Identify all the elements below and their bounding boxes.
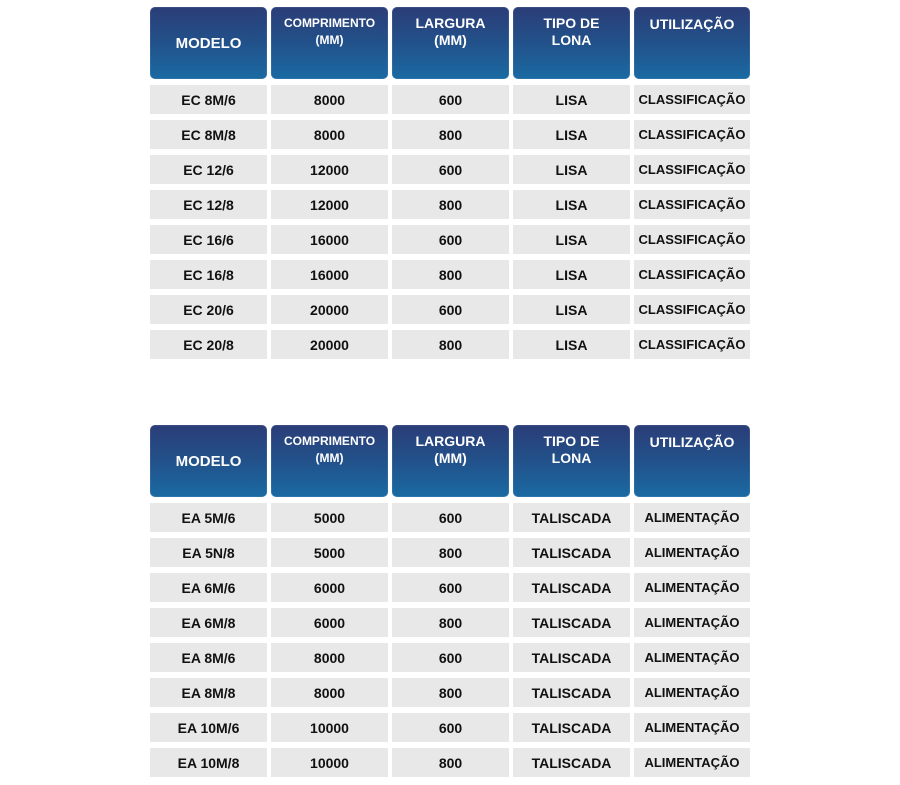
cell-modelo: EC 16/6 [150, 225, 267, 254]
cell-utilizacao: CLASSIFICAÇÃO [634, 155, 750, 184]
cell-tipo: TALISCADA [513, 538, 630, 567]
cell-tipo: LISA [513, 120, 630, 149]
table-header-row [150, 425, 750, 497]
cell-utilizacao: ALIMENTAÇÃO [634, 503, 750, 532]
cell-largura: 800 [392, 748, 509, 777]
cell-modelo: EA 5N/8 [150, 538, 267, 567]
cell-modelo: EA 8M/6 [150, 643, 267, 672]
cell-largura: 800 [392, 538, 509, 567]
cell-utilizacao: CLASSIFICAÇÃO [634, 225, 750, 254]
table-row [150, 503, 750, 532]
cell-modelo: EA 5M/6 [150, 503, 267, 532]
cell-largura: 800 [392, 678, 509, 707]
cell-tipo: TALISCADA [513, 713, 630, 742]
cell-tipo: LISA [513, 190, 630, 219]
table-row [150, 260, 750, 289]
cell-tipo: LISA [513, 330, 630, 359]
cell-largura: 800 [392, 330, 509, 359]
cell-modelo: EA 8M/8 [150, 678, 267, 707]
cell-comprimento: 16000 [271, 225, 388, 254]
cell-tipo: LISA [513, 225, 630, 254]
table-header-row [150, 7, 750, 79]
cell-tipo: TALISCADA [513, 573, 630, 602]
cell-comprimento: 6000 [271, 608, 388, 637]
cell-comprimento: 5000 [271, 503, 388, 532]
cell-comprimento: 12000 [271, 190, 388, 219]
cell-modelo: EA 10M/8 [150, 748, 267, 777]
cell-modelo: EC 12/8 [150, 190, 267, 219]
table-body [150, 503, 750, 777]
cell-largura: 600 [392, 155, 509, 184]
cell-utilizacao: ALIMENTAÇÃO [634, 713, 750, 742]
header-tipo-de-lona: TIPO DE LONA [513, 425, 630, 497]
cell-utilizacao: ALIMENTAÇÃO [634, 748, 750, 777]
cell-tipo: LISA [513, 295, 630, 324]
cell-tipo: LISA [513, 155, 630, 184]
cell-comprimento: 10000 [271, 713, 388, 742]
cell-comprimento: 20000 [271, 295, 388, 324]
cell-largura: 800 [392, 608, 509, 637]
cell-utilizacao: CLASSIFICAÇÃO [634, 260, 750, 289]
table-row [150, 190, 750, 219]
spec-table-alimentacao [150, 425, 750, 777]
spec-table-classificacao [150, 7, 750, 359]
cell-utilizacao: ALIMENTAÇÃO [634, 678, 750, 707]
header-modelo: MODELO [150, 425, 267, 497]
cell-modelo: EC 20/8 [150, 330, 267, 359]
cell-comprimento: 16000 [271, 260, 388, 289]
cell-largura: 600 [392, 713, 509, 742]
cell-tipo: LISA [513, 260, 630, 289]
cell-tipo: LISA [513, 85, 630, 114]
cell-utilizacao: CLASSIFICAÇÃO [634, 85, 750, 114]
cell-largura: 600 [392, 573, 509, 602]
table-row [150, 608, 750, 637]
cell-modelo: EA 6M/6 [150, 573, 267, 602]
cell-modelo: EC 8M/8 [150, 120, 267, 149]
table-row [150, 120, 750, 149]
table-row [150, 643, 750, 672]
cell-utilizacao: ALIMENTAÇÃO [634, 643, 750, 672]
cell-comprimento: 6000 [271, 573, 388, 602]
cell-comprimento: 10000 [271, 748, 388, 777]
cell-comprimento: 12000 [271, 155, 388, 184]
cell-tipo: TALISCADA [513, 608, 630, 637]
cell-tipo: TALISCADA [513, 643, 630, 672]
table-row [150, 538, 750, 567]
cell-largura: 800 [392, 190, 509, 219]
table-row [150, 748, 750, 777]
table-row [150, 295, 750, 324]
cell-utilizacao: ALIMENTAÇÃO [634, 573, 750, 602]
cell-modelo: EC 20/6 [150, 295, 267, 324]
cell-tipo: TALISCADA [513, 678, 630, 707]
cell-largura: 600 [392, 225, 509, 254]
header-comprimento: COMPRIMENTO (MM) [271, 425, 388, 497]
cell-utilizacao: CLASSIFICAÇÃO [634, 295, 750, 324]
cell-largura: 600 [392, 643, 509, 672]
cell-modelo: EA 10M/6 [150, 713, 267, 742]
cell-modelo: EC 16/8 [150, 260, 267, 289]
cell-largura: 600 [392, 85, 509, 114]
cell-utilizacao: CLASSIFICAÇÃO [634, 330, 750, 359]
cell-comprimento: 8000 [271, 85, 388, 114]
cell-comprimento: 20000 [271, 330, 388, 359]
table-body [150, 85, 750, 359]
cell-comprimento: 8000 [271, 643, 388, 672]
table-row [150, 573, 750, 602]
cell-utilizacao: ALIMENTAÇÃO [634, 608, 750, 637]
cell-utilizacao: CLASSIFICAÇÃO [634, 120, 750, 149]
cell-modelo: EA 6M/8 [150, 608, 267, 637]
table-row [150, 225, 750, 254]
cell-comprimento: 8000 [271, 120, 388, 149]
cell-largura: 600 [392, 503, 509, 532]
table-row [150, 713, 750, 742]
cell-tipo: TALISCADA [513, 503, 630, 532]
table-row [150, 330, 750, 359]
header-utilizacao: UTILIZAÇÃO [634, 425, 750, 497]
cell-modelo: EC 8M/6 [150, 85, 267, 114]
table-row [150, 85, 750, 114]
cell-modelo: EC 12/6 [150, 155, 267, 184]
cell-utilizacao: CLASSIFICAÇÃO [634, 190, 750, 219]
cell-largura: 800 [392, 260, 509, 289]
header-utilizacao: UTILIZAÇÃO [634, 7, 750, 79]
header-comprimento: COMPRIMENTO (MM) [271, 7, 388, 79]
header-largura: LARGURA (MM) [392, 7, 509, 79]
cell-comprimento: 8000 [271, 678, 388, 707]
cell-largura: 600 [392, 295, 509, 324]
table-row [150, 678, 750, 707]
header-tipo-de-lona: TIPO DE LONA [513, 7, 630, 79]
cell-utilizacao: ALIMENTAÇÃO [634, 538, 750, 567]
cell-tipo: TALISCADA [513, 748, 630, 777]
header-modelo: MODELO [150, 7, 267, 79]
cell-largura: 800 [392, 120, 509, 149]
table-row [150, 155, 750, 184]
cell-comprimento: 5000 [271, 538, 388, 567]
header-largura: LARGURA (MM) [392, 425, 509, 497]
